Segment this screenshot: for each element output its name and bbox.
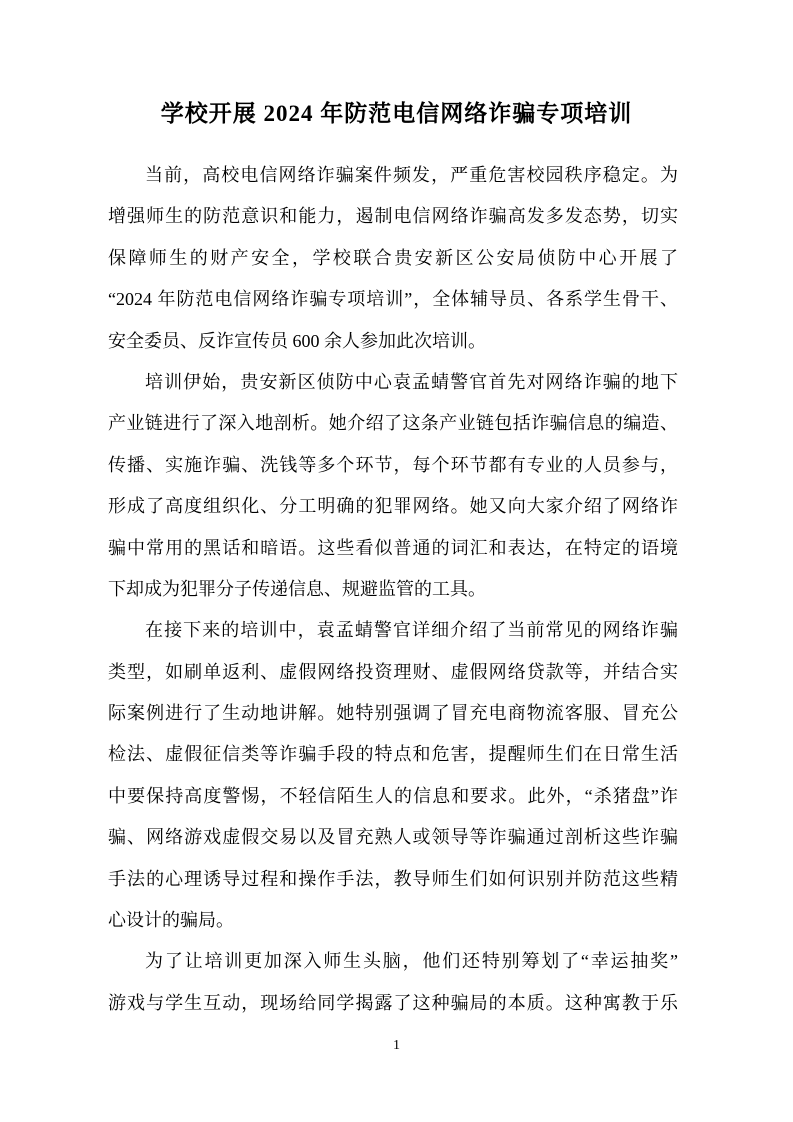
body-line: 游戏与学生互动，现场给同学揭露了这种骗局的本质。这种寓教于乐 (108, 992, 678, 1013)
page-number: 1 (393, 1038, 400, 1053)
body-line: 中要保持高度警惕，不轻信陌生人的信息和要求。此外，“杀猪盘”诈 (108, 785, 678, 806)
body-line: 在接下来的培训中，袁孟蜻警官详细介绍了当前常见的网络诈骗 (145, 620, 678, 641)
body-line: 手法的心理诱导过程和操作手法，教导师生们如何识别并防范这些精 (108, 868, 678, 889)
body-line: 下却成为犯罪分子传递信息、规避监管的工具。 (108, 578, 486, 599)
body-line: 检法、虚假征信类等诈骗手段的特点和危害，提醒师生们在日常生活 (108, 744, 678, 765)
document-body (108, 155, 678, 1024)
body-line: “2024 年防范电信网络诈骗专项培训”，全体辅导员、各系学生骨干、 (108, 289, 678, 310)
body-line: 传播、实施诈骗、洗钱等多个环节，每个环节都有专业的人员参与， (108, 454, 678, 475)
body-line: 增强师生的防范意识和能力，遏制电信网络诈骗高发多发态势，切实 (108, 206, 678, 227)
body-line: 骗中常用的黑话和暗语。这些看似普通的词汇和表达，在特定的语境 (108, 537, 678, 558)
body-line: 际案例进行了生动地讲解。她特别强调了冒充电商物流客服、冒充公 (108, 703, 678, 724)
body-line: 保障师生的财产安全，学校联合贵安新区公安局侦防中心开展了 (108, 247, 678, 268)
body-line: 心设计的骗局。 (108, 910, 234, 931)
document-title: 学校开展 2024 年防范电信网络诈骗专项培训 (160, 101, 633, 126)
body-line: 骗、网络游戏虚假交易以及冒充熟人或领导等诈骗通过剖析这些诈骗 (108, 827, 678, 848)
body-line: 当前，高校电信网络诈骗案件频发，严重危害校园秩序稳定。为 (145, 165, 678, 185)
body-line: 为了让培训更加深入师生头脑，他们还特别筹划了“幸运抽奖” (145, 951, 678, 972)
body-line: 类型，如刷单返利、虚假网络投资理财、虚假网络贷款等，并结合实 (108, 661, 678, 682)
body-line: 产业链进行了深入地剖析。她介绍了这条产业链包括诈骗信息的编造、 (108, 413, 678, 434)
body-line: 培训伊始，贵安新区侦防中心袁孟蜻警官首先对网络诈骗的地下 (145, 371, 678, 392)
body-line: 安全委员、反诈宣传员 600 余人参加此次培训。 (108, 330, 486, 351)
body-line: 形成了高度组织化、分工明确的犯罪网络。她又向大家介绍了网络诈 (108, 496, 678, 517)
